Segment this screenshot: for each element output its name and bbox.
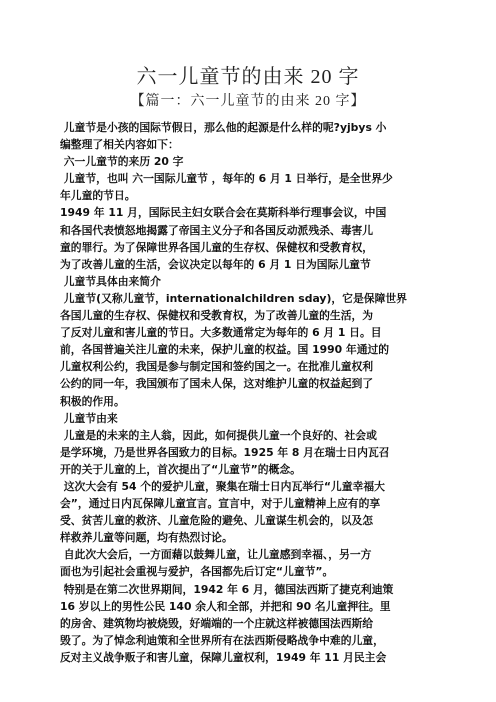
body-line: 开的关于儿童的上，首次提出了“儿童节”的概念。 [60,462,301,476]
document-body [60,119,450,666]
body-line: 16 岁以上的男性公民 140 余人和全部，并把和 90 名儿童押往。里 [60,599,391,613]
document-subtitle: 【篇一：六一儿童节的由来 20 字】 [130,94,366,109]
document-title: 六一儿童节的由来 20 字 [136,66,360,88]
body-line: 儿童权利公约，我国是参与制定国和签约国之一。在批准儿童权利 [60,360,374,374]
body-line: 面也为引起社会重视与爱护，各国都先后订定“儿童节”。 [60,565,334,579]
body-line: 六一儿童节的来历 20 字 [60,155,184,169]
body-line: 前，各国普遍关注儿童的未来，保护儿童的权益。国 1990 年通过的 [60,343,390,357]
body-line: 自此次大会后，一方面藉以鼓舞儿童，让儿童感到幸福、，另一方 [60,548,372,562]
body-line: 儿童节(又称儿童节，internationalchildren sday)，它是保障世界 [60,291,407,305]
body-line: 的房舍、建筑物均被烧毁，好端端的一个庄就这样被德国法西斯给 [60,616,374,630]
body-line: 儿童节是小孩的国际节假日，那么他的起源是什么样的呢?yjbys 小 [60,121,387,134]
body-line: 受、贫苦儿童的救济、儿童危险的避免、儿童谋生机会的，以及怎 [60,514,374,528]
body-line: 儿童节，也叫 六一国际儿童节 ，每年的 6 月 1 日举行，是全世界少 [60,172,393,186]
body-line: 了反对儿童和害儿童的节日。大多数通常定为每年的 6 月 1 日。目 [60,326,382,340]
body-line: 儿童节具体由来简介 [60,274,161,288]
body-line: 1949 年 11 月，国际民主妇女联合会在莫斯科举行理事会议，中国 [60,206,387,220]
body-line: 和各国代表愤怒地揭露了帝国主义分子和各国反动派残杀、毒害儿 [60,223,374,237]
body-line: 儿童是的未来的主人翁，因此，如何提供儿童一个良好的、社会或 [60,428,377,442]
body-line: 为了改善儿童的生活，会议决定以每年的 6 月 1 日为国际儿童节 [60,257,371,271]
body-line: 公约的同一年，我国颁布了国未人保，这对维护儿童的权益起到了 [60,377,374,391]
body-line: 反对主义战争贩子和害儿童，保障儿童权利，1949 年 11 月民主会 [60,650,387,664]
body-line: 样救养儿童等问题，均有热烈讨论。 [60,531,233,545]
body-line: 是学环境，乃是世界各国致力的目标。1925 年 8 月在瑞士日内瓦召 [60,445,390,459]
body-line: 这次大会有 54 个的爱护儿童，聚集在瑞士日内瓦举行“儿童幸福大 [60,479,385,493]
body-line: 儿童节由来 [60,411,118,425]
body-line: 编整理了相关内容如下： [60,138,179,152]
body-line: 会”，通过日内瓦保障儿童宣言。宣言中，对于儿童精神上应有的享 [60,497,381,511]
body-line: 年儿童的节日。 [60,189,136,203]
body-line: 积极的作用。 [60,394,125,408]
body-line: 毁了。为了悼念利迪策和全世界所有在法西斯侵略战争中难的儿童， [60,633,384,647]
body-line: 各国儿童的生存权、保健权和受教育权，为了改善儿童的生活，为 [60,309,374,323]
body-line: 童的罪行。为了保障世界各国儿童的生存权、保健权和受教育权， [60,240,374,254]
body-line: 特别是在第二次世界期间，1942 年 6 月，德国法西斯了捷克利迪策 [60,582,394,596]
